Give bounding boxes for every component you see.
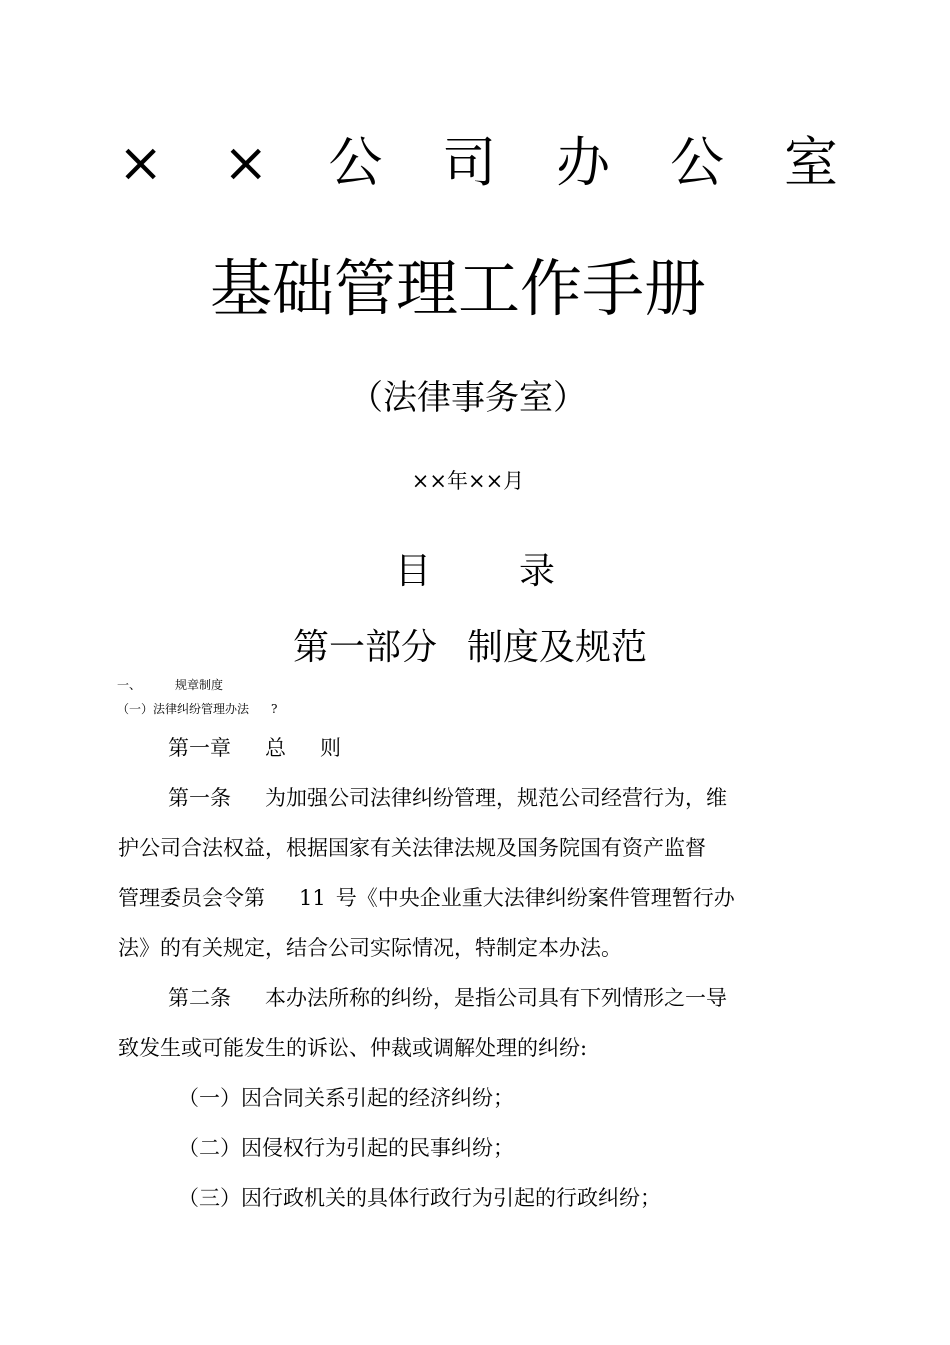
toc-item-page: ? [271, 702, 278, 716]
toc-heading-char: 录 [519, 551, 556, 592]
title-char: × [118, 131, 164, 194]
title-char: 公 [670, 131, 725, 194]
list-item: （一）因合同关系引起的经济纠纷； [178, 1086, 514, 1110]
title-char: 室 [783, 131, 838, 194]
title-char: 司 [442, 131, 497, 194]
toc-item-text: 规章制度 [175, 678, 224, 692]
chapter-name-char: 则 [320, 736, 341, 760]
article-1-line [118, 883, 735, 913]
toc-heading-char: 目 [394, 551, 431, 592]
article-1-line: 护公司合法权益，根据国家有关法律法规及国务院国有资产监督 [118, 836, 706, 860]
article-text: 管理委员会令第 [118, 886, 265, 910]
toc-heading [0, 549, 950, 595]
chapter-heading [168, 733, 341, 763]
title-char: 公 [328, 131, 383, 194]
article-1-line: 法》的有关规定，结合公司实际情况，特制定本办法。 [118, 936, 622, 960]
chapter-name-char: 总 [265, 736, 286, 760]
article-label: 第一条 [168, 786, 231, 810]
article-text: 本办法所称的纠纷，是指公司具有下列情形之一导 [265, 986, 727, 1010]
list-item: （三）因行政机关的具体行政行为引起的行政纠纷； [178, 1186, 661, 1210]
toc-item-rules [117, 677, 223, 693]
article-text: 为加强公司法律纠纷管理，规范公司经营行为，维 [265, 786, 727, 810]
toc-item-number: 一、 [117, 678, 142, 692]
manual-title: 基础管理工作手册 [209, 252, 706, 325]
title-char: × [223, 131, 269, 194]
toc-item-dispute-measures [117, 701, 277, 717]
part-heading [0, 625, 940, 671]
article-2-line [168, 983, 727, 1013]
article-1-line [168, 783, 727, 813]
decree-number: 11 [299, 886, 326, 910]
list-item: （二）因侵权行为引起的民事纠纷； [178, 1136, 514, 1160]
document-date: ××年××月 [411, 469, 525, 493]
article-2-line: 致发生或可能发生的诉讼、仲裁或调解处理的纠纷: [118, 1036, 588, 1060]
toc-item-text: （一）法律纠纷管理办法 [117, 702, 250, 716]
chapter-label: 第一章 [168, 736, 231, 760]
article-text: 号《中央企业重大法律纠纷案件管理暂行办 [335, 886, 735, 910]
department-subtitle: （法律事务室） [349, 378, 587, 418]
part-name: 制度及规范 [467, 627, 648, 668]
company-office-title [118, 130, 838, 196]
article-label: 第二条 [168, 986, 231, 1010]
part-label: 第一部分 [292, 627, 437, 668]
title-char: 办 [556, 131, 611, 194]
